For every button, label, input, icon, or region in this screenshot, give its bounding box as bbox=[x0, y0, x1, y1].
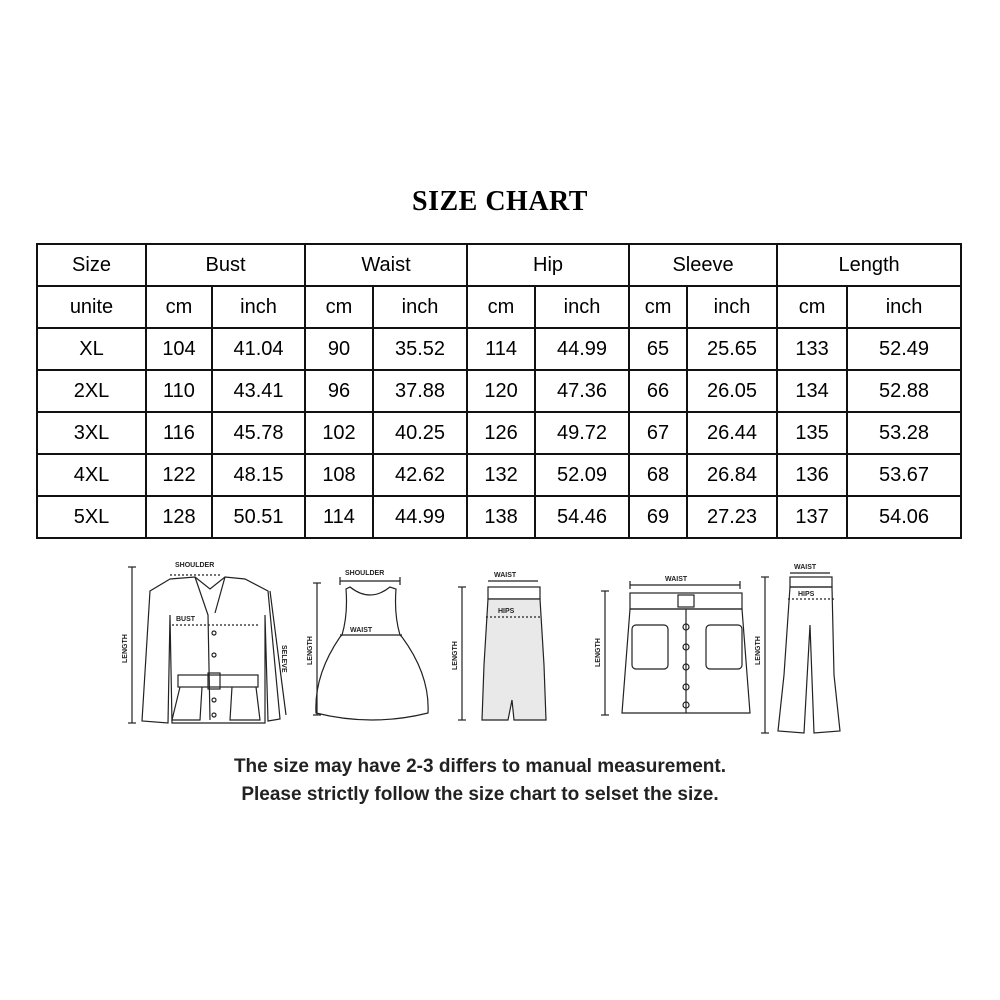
table-cell: 49.72 bbox=[535, 412, 629, 454]
size-cell: 4XL bbox=[37, 454, 146, 496]
label-waist: WAIST bbox=[494, 572, 517, 579]
table-cell: 108 bbox=[305, 454, 373, 496]
label-length: LENGTH bbox=[307, 636, 314, 665]
table-cell: 137 bbox=[777, 496, 847, 538]
table-cell: 50.51 bbox=[212, 496, 305, 538]
table-cell: 65 bbox=[629, 328, 687, 370]
size-cell: 5XL bbox=[37, 496, 146, 538]
garment-illustrations bbox=[110, 555, 930, 745]
size-cell: 2XL bbox=[37, 370, 146, 412]
table-cell: 40.25 bbox=[373, 412, 467, 454]
unit-cm: cm bbox=[629, 286, 687, 328]
table-cell: 52.88 bbox=[847, 370, 961, 412]
table-cell: 138 bbox=[467, 496, 535, 538]
table-cell: 41.04 bbox=[212, 328, 305, 370]
table-cell: 37.88 bbox=[373, 370, 467, 412]
table-cell: 128 bbox=[146, 496, 212, 538]
header-size: Size bbox=[37, 244, 146, 286]
label-waist: WAIST bbox=[794, 564, 817, 571]
size-cell: XL bbox=[37, 328, 146, 370]
table-cell: 26.05 bbox=[687, 370, 777, 412]
table-cell: 114 bbox=[467, 328, 535, 370]
table-cell: 136 bbox=[777, 454, 847, 496]
table-cell: 135 bbox=[777, 412, 847, 454]
table-cell: 44.99 bbox=[535, 328, 629, 370]
table-cell: 52.09 bbox=[535, 454, 629, 496]
table-cell: 68 bbox=[629, 454, 687, 496]
jacket-diagram bbox=[122, 562, 287, 723]
table-cell: 102 bbox=[305, 412, 373, 454]
size-selection-note: Please strictly follow the size chart to selset the size. bbox=[241, 784, 719, 805]
table-row bbox=[37, 496, 961, 538]
table-row bbox=[37, 370, 961, 412]
table-cell: 104 bbox=[146, 328, 212, 370]
mini-skirt-diagram bbox=[595, 576, 750, 715]
table-cell: 45.78 bbox=[212, 412, 305, 454]
header-sleeve: Sleeve bbox=[629, 244, 777, 286]
table-cell: 43.41 bbox=[212, 370, 305, 412]
table-row bbox=[37, 454, 961, 496]
unit-inch: inch bbox=[687, 286, 777, 328]
unit-row bbox=[37, 286, 961, 328]
label-length: LENGTH bbox=[755, 636, 762, 665]
unit-inch: inch bbox=[373, 286, 467, 328]
table-cell: 54.06 bbox=[847, 496, 961, 538]
label-hips: HIPS bbox=[498, 608, 515, 615]
label-length: LENGTH bbox=[595, 638, 602, 667]
table-cell: 134 bbox=[777, 370, 847, 412]
table-cell: 69 bbox=[629, 496, 687, 538]
unit-label: unite bbox=[37, 286, 146, 328]
unit-cm: cm bbox=[777, 286, 847, 328]
table-cell: 53.67 bbox=[847, 454, 961, 496]
table-cell: 27.23 bbox=[687, 496, 777, 538]
unit-cm: cm bbox=[305, 286, 373, 328]
unit-inch: inch bbox=[535, 286, 629, 328]
table-cell: 53.28 bbox=[847, 412, 961, 454]
dress-diagram bbox=[307, 570, 428, 720]
size-table bbox=[36, 243, 962, 539]
label-waist: WAIST bbox=[665, 576, 688, 583]
table-cell: 110 bbox=[146, 370, 212, 412]
table-cell: 35.52 bbox=[373, 328, 467, 370]
table-cell: 120 bbox=[467, 370, 535, 412]
table-cell: 116 bbox=[146, 412, 212, 454]
label-selve: SELEVE bbox=[280, 645, 287, 673]
unit-inch: inch bbox=[212, 286, 305, 328]
size-cell: 3XL bbox=[37, 412, 146, 454]
unit-cm: cm bbox=[146, 286, 212, 328]
pants-diagram bbox=[755, 564, 840, 733]
table-cell: 67 bbox=[629, 412, 687, 454]
table-cell: 47.36 bbox=[535, 370, 629, 412]
label-length: LENGTH bbox=[122, 634, 129, 663]
header-length: Length bbox=[777, 244, 961, 286]
label-shoulder: SHOULDER bbox=[345, 570, 385, 577]
label-length: LENGTH bbox=[452, 641, 459, 670]
table-cell: 48.15 bbox=[212, 454, 305, 496]
table-cell: 25.65 bbox=[687, 328, 777, 370]
table-cell: 132 bbox=[467, 454, 535, 496]
label-waist: WAIST bbox=[350, 627, 373, 634]
table-row bbox=[37, 412, 961, 454]
header-bust: Bust bbox=[146, 244, 305, 286]
table-cell: 66 bbox=[629, 370, 687, 412]
unit-inch: inch bbox=[847, 286, 961, 328]
table-cell: 44.99 bbox=[373, 496, 467, 538]
header-row bbox=[37, 244, 961, 286]
table-row bbox=[37, 328, 961, 370]
table-cell: 90 bbox=[305, 328, 373, 370]
header-hip: Hip bbox=[467, 244, 629, 286]
page-title: SIZE CHART bbox=[412, 186, 588, 217]
label-hips: HIPS bbox=[798, 591, 815, 598]
table-cell: 26.84 bbox=[687, 454, 777, 496]
pencil-skirt-diagram bbox=[452, 572, 546, 720]
table-cell: 133 bbox=[777, 328, 847, 370]
label-shoulder: SHOULDER bbox=[175, 562, 215, 569]
table-cell: 54.46 bbox=[535, 496, 629, 538]
table-cell: 26.44 bbox=[687, 412, 777, 454]
measurement-note: The size may have 2-3 differs to manual measurement. bbox=[233, 756, 727, 777]
table-cell: 122 bbox=[146, 454, 212, 496]
table-cell: 96 bbox=[305, 370, 373, 412]
table-cell: 42.62 bbox=[373, 454, 467, 496]
header-waist: Waist bbox=[305, 244, 467, 286]
unit-cm: cm bbox=[467, 286, 535, 328]
table-cell: 52.49 bbox=[847, 328, 961, 370]
label-bust: BUST bbox=[176, 616, 196, 623]
table-cell: 126 bbox=[467, 412, 535, 454]
table-cell: 114 bbox=[305, 496, 373, 538]
